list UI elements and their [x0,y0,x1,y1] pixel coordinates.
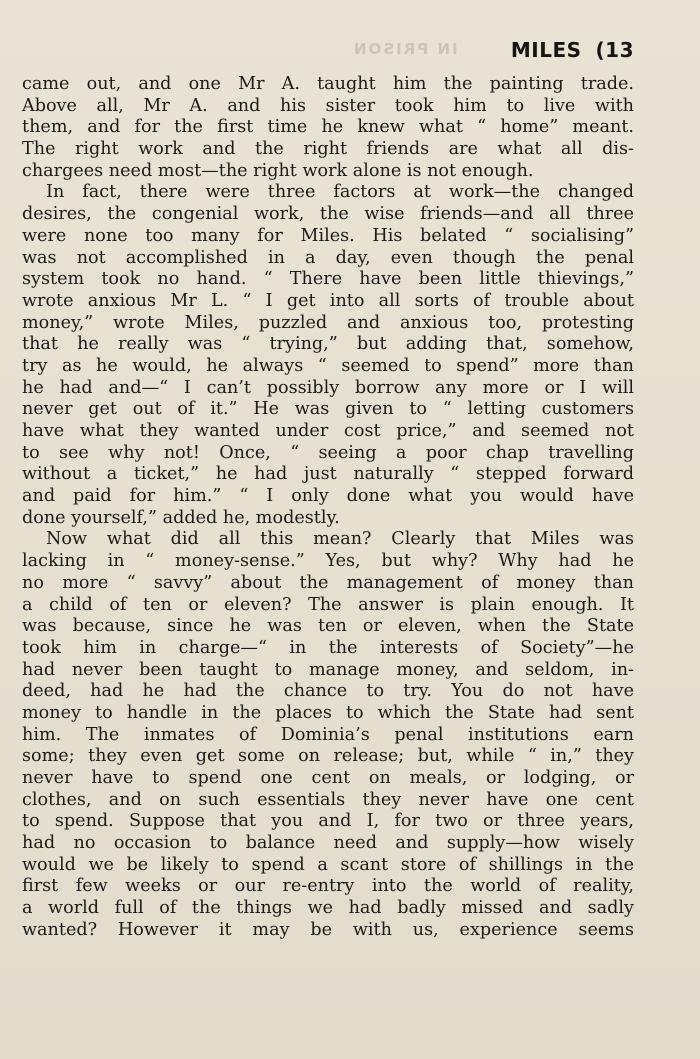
page-header [22,38,634,62]
body-text [22,74,634,942]
text-line: deed, had he had the chance to try. You do not have [22,681,634,702]
text-line: lacking in “ money-sense.” Yes, but why? Why had he [22,551,634,572]
text-line: had never been taught to manage money, and seldom, in- [22,659,634,680]
page-number: (13 [595,38,634,62]
text-line: try as he would, he always “ seemed to spend” more than [22,355,634,376]
text-line: wrote anxious Mr L. “ I get into all sorts of trouble about [22,290,634,311]
text-line: to spend. Suppose that you and I, for two or three years, [22,811,634,832]
text-line: without a ticket,” he had just naturally “ stepped forward [22,464,634,485]
text-line: took him in charge—“ in the interests of Society”—he [22,637,634,658]
text-line: and paid for him.” “ I only done what you would have [22,486,634,507]
text-line: money to handle in the places to which the State had sent [22,702,634,723]
text-line: him. The inmates of Dominia’s penal institutions earn [22,724,634,745]
text-line: a child of ten or eleven? The answer is plain enough. It [22,594,634,615]
running-head-title: MILES [510,38,582,62]
text-line: was not accomplished in a day, even though the penal [22,247,634,268]
text-line: he had and—“ I can’t possibly borrow any more or I will [22,377,634,398]
text-line: had no occasion to balance need and supply—how wisely [22,833,634,854]
running-head [511,38,634,62]
show-through-text: IN PRISON [352,40,458,58]
text-line: The right work and the right friends are what all dis- [22,139,634,160]
text-line: them, and for the first time he knew what “ home” meant. [22,117,634,138]
text-line: desires, the congenial work, the wise friends—and all three [22,204,634,225]
text-line: a world full of the things we had badly missed and sadly [22,898,634,919]
text-line: clothes, and on such essentials they never have one cent [22,789,634,810]
text-line: Above all, Mr A. and his sister took him to live with [22,95,634,116]
text-line: money,” wrote Miles, puzzled and anxious too, protesting [22,312,634,333]
text-line: some; they even get some on release; but, while “ in,” they [22,746,634,767]
text-line: In fact, there were three factors at work—the changed [46,182,634,203]
text-line: that he really was “ trying,” but adding that, somehow, [22,334,634,355]
text-line: system took no hand. “ There have been little thievings,” [22,269,634,290]
text-line: chargees need most—the right work alone is not enough. [22,160,534,181]
text-line: came out, and one Mr A. taught him the painting trade. [22,74,634,94]
text-line: never get out of it.” He was given to “ letting customers [22,399,634,420]
text-line: wanted? However it may be with us, experience seems [22,919,634,940]
text-line: no more “ savvy” about the management of money than [22,572,634,593]
text-line: have what they wanted under cost price,” and seemed not [22,421,634,441]
text-line: first few weeks or our re-entry into the world of reality, [22,876,634,897]
text-line: to see why not! Once, “ seeing a poor chap travelling [22,442,634,463]
text-line: never have to spend one cent on meals, or lodging, or [22,768,634,788]
text-line: Now what did all this mean? Clearly that Miles was [46,529,634,550]
text-line: done yourself,” added he, modestly. [22,507,340,528]
text-line: were none too many for Miles. His belated “ socialising” [22,225,634,246]
text-line: was because, since he was ten or eleven, when the State [22,616,634,637]
text-line: would we be likely to spend a scant store of shillings in the [22,854,634,875]
